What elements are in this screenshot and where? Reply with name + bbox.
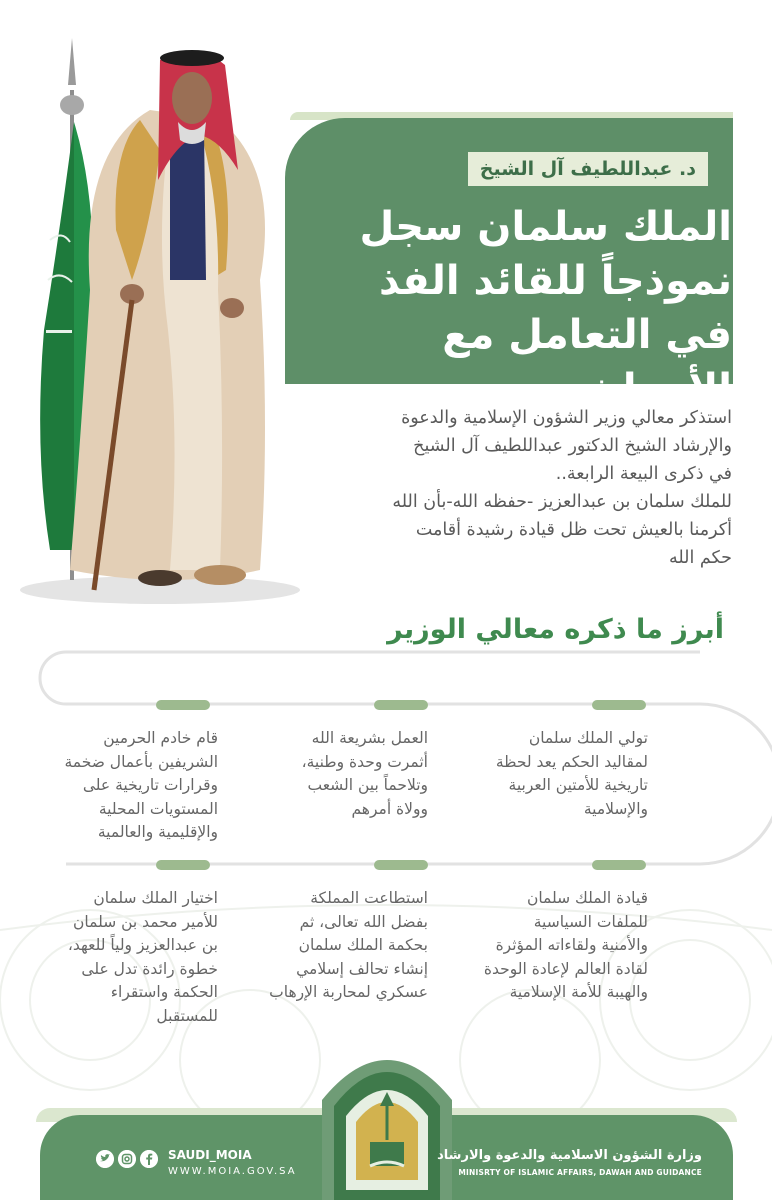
point-line: والأمنية ولقاءاته المؤثرة bbox=[495, 936, 648, 954]
point-line: لمقاليد الحكم يعد لحظة bbox=[495, 752, 648, 771]
ministry-name-english: MINISRTY OF ISLAMIC AFFAIRS, DAWAH AND GUIDANCE bbox=[458, 1168, 702, 1177]
point-line: الحكمة واستقراء bbox=[110, 983, 218, 1001]
author-name: د. عبداللطيف آل الشيخ bbox=[468, 152, 708, 186]
point-line: عسكري لمحاربة الإرهاب bbox=[269, 983, 428, 1001]
point-line: استطاعت المملكة bbox=[310, 889, 428, 907]
point-line: والإقليمية والعالمية bbox=[97, 823, 218, 841]
point-line: والهيبة للأمة الإسلامية bbox=[509, 983, 648, 1001]
point-line: للملفات السياسية bbox=[533, 912, 648, 931]
point-line: أثمرت وحدة وطنية، bbox=[301, 752, 428, 771]
point-line: العمل بشريعة الله bbox=[311, 729, 428, 747]
point-1 bbox=[458, 727, 648, 821]
timeline-marker-1 bbox=[592, 700, 646, 710]
section-title: أبرز ما ذكره معالي الوزير bbox=[387, 614, 724, 645]
timeline-marker-2 bbox=[374, 700, 428, 710]
point-line: والإسلامية bbox=[583, 799, 648, 818]
point-line: قيادة الملك سلمان bbox=[526, 889, 648, 907]
intro-line-2: والإرشاد الشيخ الدكتور عبداللطيف آل الشيخ bbox=[413, 436, 732, 456]
ministry-name-arabic: وزارة الشؤون الاسلامية والدعوة والارشاد bbox=[437, 1148, 702, 1163]
point-3 bbox=[28, 727, 218, 845]
point-6 bbox=[28, 887, 218, 1028]
point-line: للأمير محمد بن سلمان bbox=[73, 912, 218, 931]
point-line: وتلاحماً بين الشعب bbox=[307, 776, 428, 794]
intro-line-4: للملك سلمان بن عبدالعزيز -حفظه الله-بأن الله bbox=[392, 492, 732, 512]
ministry-emblem-icon bbox=[312, 1030, 462, 1200]
headline-line-1: الملك سلمان سجل bbox=[359, 204, 732, 250]
intro-line-3: في ذكرى البيعة الرابعة.. bbox=[555, 464, 732, 484]
timeline-marker-6 bbox=[156, 860, 210, 870]
intro-line-1: استذكر معالي وزير الشؤون الإسلامية والدعوة bbox=[401, 408, 732, 428]
instagram-icon[interactable] bbox=[118, 1150, 136, 1168]
timeline-marker-3 bbox=[156, 700, 210, 710]
point-line: قام خادم الحرمين bbox=[103, 729, 218, 747]
timeline-marker-5 bbox=[374, 860, 428, 870]
timeline-marker-4 bbox=[592, 860, 646, 870]
social-handle[interactable]: SAUDI_MOIA bbox=[168, 1148, 252, 1162]
intro-line-6: حكم الله bbox=[668, 548, 732, 568]
king-portrait bbox=[20, 30, 320, 610]
point-line: بحكمة الملك سلمان bbox=[298, 936, 428, 954]
point-line: خطوة رائدة تدل على bbox=[81, 959, 218, 978]
point-line: بن عبدالعزيز ولياً للعهد، bbox=[67, 936, 218, 954]
intro-line-5: أكرمنا بالعيش تحت ظل قيادة رشيدة أقامت bbox=[415, 520, 732, 540]
point-line: بفضل الله تعالى، ثم bbox=[299, 912, 428, 931]
headline-line-3: في التعامل مع الأحداث bbox=[442, 312, 732, 412]
facebook-icon[interactable] bbox=[140, 1150, 158, 1168]
point-line: وقرارات تاريخية على bbox=[82, 776, 218, 794]
point-line: وولاة أمرهم bbox=[351, 799, 428, 818]
intro-paragraph bbox=[382, 404, 732, 572]
point-line: المستويات المحلية bbox=[98, 799, 218, 818]
point-line: إنشاء تحالف إسلامي bbox=[296, 959, 428, 978]
point-line: للمستقبل bbox=[156, 1006, 218, 1025]
point-4 bbox=[458, 887, 648, 1005]
point-line: تولي الملك سلمان bbox=[528, 729, 648, 747]
point-line: لقادة العالم لإعادة الوحدة bbox=[483, 959, 648, 978]
headline bbox=[312, 200, 732, 416]
point-line: الشريفين بأعمال ضخمة bbox=[64, 752, 218, 771]
headline-line-2: نموذجاً للقائد الفذ bbox=[378, 258, 732, 304]
twitter-icon[interactable] bbox=[96, 1150, 114, 1168]
point-line: اختيار الملك سلمان bbox=[93, 889, 218, 907]
website-link[interactable]: WWW.MOIA.GOV.SA bbox=[168, 1166, 297, 1177]
point-5 bbox=[238, 887, 428, 1005]
point-line: تاريخية للأمتين العربية bbox=[508, 776, 648, 794]
point-2 bbox=[238, 727, 428, 821]
